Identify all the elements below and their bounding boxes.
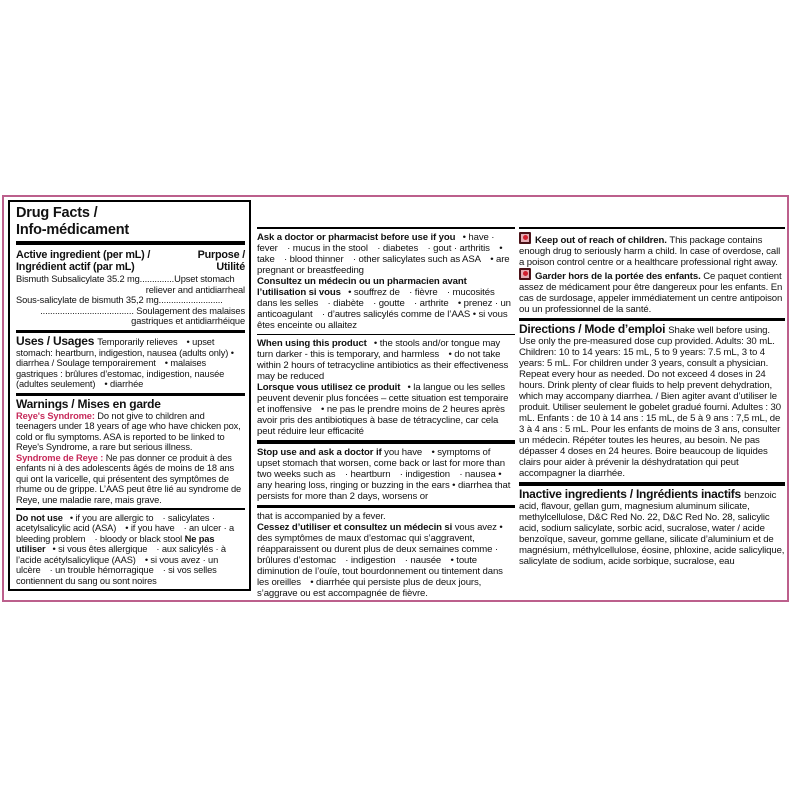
paragraph	[519, 232, 785, 268]
warning-red-text: Syndrome de Reye :	[16, 452, 106, 463]
text-run: ...................................... Soulagement des malaises	[40, 305, 245, 316]
text-run: • have · fever · mucus in the stool · diabetes · gout · arthritis • take · blood thinner · other salicylates such as ASA • are pregnant or breastfeeding	[257, 231, 510, 276]
section-heading: Directions / Mode d’emploi	[519, 322, 669, 336]
child-safety-icon-dot	[523, 235, 528, 240]
paragraph	[257, 338, 515, 382]
text-run: Do not give to children and teenagers under 18 years of age who have chicken pox, cold or flu symptoms. ASA is reported to be linked to Reye's Syndrome, a rare but serious illness.	[16, 410, 241, 452]
section-divider-rule	[257, 505, 515, 509]
text-run: • if you are allergic to · salicylates · acetylsalicylic acid (ASA) • if you have · an ulcer · a bleeding problem · bloody or black stool	[16, 512, 235, 544]
paragraph	[16, 295, 245, 306]
drug-facts-title-line1: Drug Facts /	[16, 205, 98, 221]
drug-facts-box	[8, 200, 251, 591]
text-run: Temporarily relieves • upset stomach: heartburn, indigestion, nausea (adults only) • diarrhea / Soulage temporairement • malaises gastriques : brûlures d’estomac, indigestion, nausée (adultes seulement) • diarrhée	[16, 337, 234, 389]
heading-line: Utilité	[216, 261, 245, 273]
section-divider-rule	[257, 227, 515, 229]
text-run: Ne pas donner ce produit à des enfants ni à des adolescents âgés de moins de 18 ans qui ont la varicelle, qui présentent des symptômes de rhume ou de grippe. L’AAS peut être lié au syndrome de Reye, une maladie rare, mais grave.	[16, 452, 242, 505]
paragraph	[16, 306, 245, 317]
section-divider-rule	[519, 227, 785, 229]
section-heading: Warnings / Mises en garde	[16, 397, 161, 411]
bold-lead: Do not use	[16, 512, 66, 523]
purpose-heading	[198, 249, 245, 273]
text-run: Ce paquet contient assez de médicament pour être dangereux pour les enfants. En cas de surdosage, appeler immédiatement un centre antipoison ou un professionnel de la santé.	[519, 270, 783, 315]
paragraph	[16, 399, 245, 411]
text-run: reliever and antidiarrheal	[145, 284, 245, 295]
drug-facts-label	[2, 195, 789, 602]
text-run: Sous-salicylate de bismuth 35,2 mg..........................	[16, 295, 223, 305]
paragraph	[519, 486, 785, 567]
section-heading: Inactive ingredients / Ingrédients inactifs	[519, 486, 745, 501]
middle-column-content	[257, 224, 515, 599]
heading-line: Active ingredient (per mL) /	[16, 249, 151, 261]
text-run: This package contains enough drug to seriously harm a child. In case of overdose, call a poison control centre or a healthcare professional right away.	[519, 234, 781, 268]
paragraph	[257, 522, 515, 599]
paragraph	[16, 285, 245, 296]
text-run: benzoic acid, flavour, gellan gum, magnesium aluminum silicate, methylcellulose, D&C Red No. 22, D&C Red No. 28, salicylic acid, sodium salicylate, sorbic acid, sucralose, water / acide benzoïque, saveur, gomme gellane, silicate d’aluminium et de magnésium, méthylcellulose, éosine, phloxine, acide salicylique, salicylate de sodium, acide sorbique, sucralose, eau	[519, 489, 785, 567]
child-safety-icon	[519, 232, 531, 244]
text-run: • la langue ou les selles peuvent devenir plus foncées – cette situation est temporaire et inoffensive • ne pas le prendre moins de 2 heures après avoir pris des antibiotiques à base de tétracycline, car cela peut réduire leur efficacité	[257, 382, 509, 437]
bold-lead: Lorsque vous utilisez ce produit	[257, 382, 403, 393]
child-safety-icon-dot	[523, 271, 528, 276]
active-ingredient-header-row	[16, 249, 245, 273]
section-divider-rule	[519, 318, 785, 322]
paragraph	[257, 232, 515, 276]
paragraph	[519, 268, 785, 315]
paragraph	[16, 274, 245, 285]
text-run: • souffrez de · fièvre · mucosités dans les selles · diabète · goutte · arthrite • prenez · un anticoagulant · d’autres salicylés comme de l’AAS • si vous êtes enceinte ou allaitez	[257, 286, 511, 331]
text-run: Shake well before using. Use only the pre-measured dose cup provided. Adults: 30 mL. Children: 10 to 14 years: 15 mL, 5 to 9 years: 7.5 mL, 3 to 4 years: 5 mL. For children under 3 years, consult a physician. Repeat every hour as needed. Do not exceed 4 doses in 24 hours. Drink plenty of clear fluids to help prevent dehydration, which may accompany diarrhea. / Bien agiter avant d’utiliser le produit. Utiliser seulement le gobelet gradué fourni. Adultes : 30 mL. Enfants : de 10 à 14 ans : 15 mL, de 5 à 9 ans : 7,5 mL, de 3 à 4 ans : 5 mL. Pour les enfants de moins de 3 ans, consulter un médecin. Répéter toutes les heures, au besoin. Ne pas dépasser 4 doses en 24 heures. Boire beaucoup de liquides clairs pour aider à prévenir la déshydratation qui peut accompagner la diarrhée.	[519, 325, 781, 479]
bold-lead: Garder hors de la portée des enfants.	[535, 270, 704, 282]
bold-lead: Stop use and ask a doctor if	[257, 446, 385, 458]
section-divider-rule	[257, 334, 515, 336]
text-run: gastriques et antidiarrhéique	[131, 316, 245, 326]
text-run: you have • symptoms of upset stomach that worsen, come back or last for more than two weeks such as · heartburn · indigestion · nausea • any hearing loss, ringing or buzzing in the ears • diarrhea that persists for more than 2 days, worsens or	[257, 446, 511, 502]
section-divider-rule	[16, 508, 245, 510]
text-run: • si vous êtes allergique · aux salicylés · à l’acide acétylsalicylique (AAS) • si vous avez · un ulcère · un trouble hémorragique · si vos selles contiennent du sang ou sont noires	[16, 544, 226, 586]
bold-lead: Consultez un médecin ou un pharmacien avant l’utilisation si vous	[257, 275, 467, 298]
section-heading: Uses / Usages	[16, 334, 98, 348]
paragraph	[16, 453, 245, 506]
paragraph	[257, 382, 515, 437]
paragraph	[257, 276, 515, 331]
left-column-content	[16, 249, 245, 586]
bold-lead: Cessez d’utiliser et consultez un médecin si	[257, 522, 455, 533]
bold-lead: Keep out of reach of children.	[535, 234, 670, 246]
bold-lead: When using this product	[257, 338, 370, 349]
heading-line: Ingrédient actif (par mL)	[16, 261, 135, 273]
paragraph	[16, 513, 245, 587]
text-run: that is accompanied by a fever.	[257, 511, 386, 522]
drug-facts-title	[16, 205, 245, 238]
bold-lead: Ask a doctor or pharmacist before use if you	[257, 231, 458, 243]
paragraph	[16, 336, 245, 390]
section-divider-rule	[257, 440, 515, 444]
heading-line: Purpose /	[197, 249, 245, 261]
section-divider-rule	[519, 482, 785, 486]
paragraph	[257, 511, 515, 522]
text-run: Bismuth Subsalicylate 35.2 mg..............Upset stomach	[16, 274, 235, 284]
title-divider-rule	[16, 241, 245, 245]
paragraph	[257, 447, 515, 502]
text-run: • the stools and/or tongue may turn darker - this is temporary, and harmless • do not take within 2 hours of tetracycline antibiotics as their effectiveness may be reduced	[257, 338, 509, 382]
drug-facts-title-line2: Info-médicament	[16, 221, 130, 238]
text-run: vous avez • des symptômes de maux d’estomac qui s’aggravent, réapparaissent ou durent plus de deux semaines comme · brûlures d’estomac · indigestion · nausée • toute diminution de l’ouïe, tout bourdonnement ou tintement dans les oreilles • diarrhée qui persiste plus de deux jours, s’aggrave ou est accompagnée de fièvre.	[257, 522, 503, 599]
child-safety-icon	[519, 268, 531, 280]
paragraph	[519, 324, 785, 479]
active-ingredient-heading	[16, 249, 150, 273]
section-divider-rule	[16, 393, 245, 397]
paragraph	[16, 411, 245, 453]
paragraph	[16, 316, 245, 327]
warning-red-text: Reye's Syndrome:	[16, 410, 98, 421]
bold-lead: Ne pas utiliser	[16, 533, 215, 554]
right-column-content	[519, 224, 785, 567]
section-divider-rule	[16, 330, 245, 334]
